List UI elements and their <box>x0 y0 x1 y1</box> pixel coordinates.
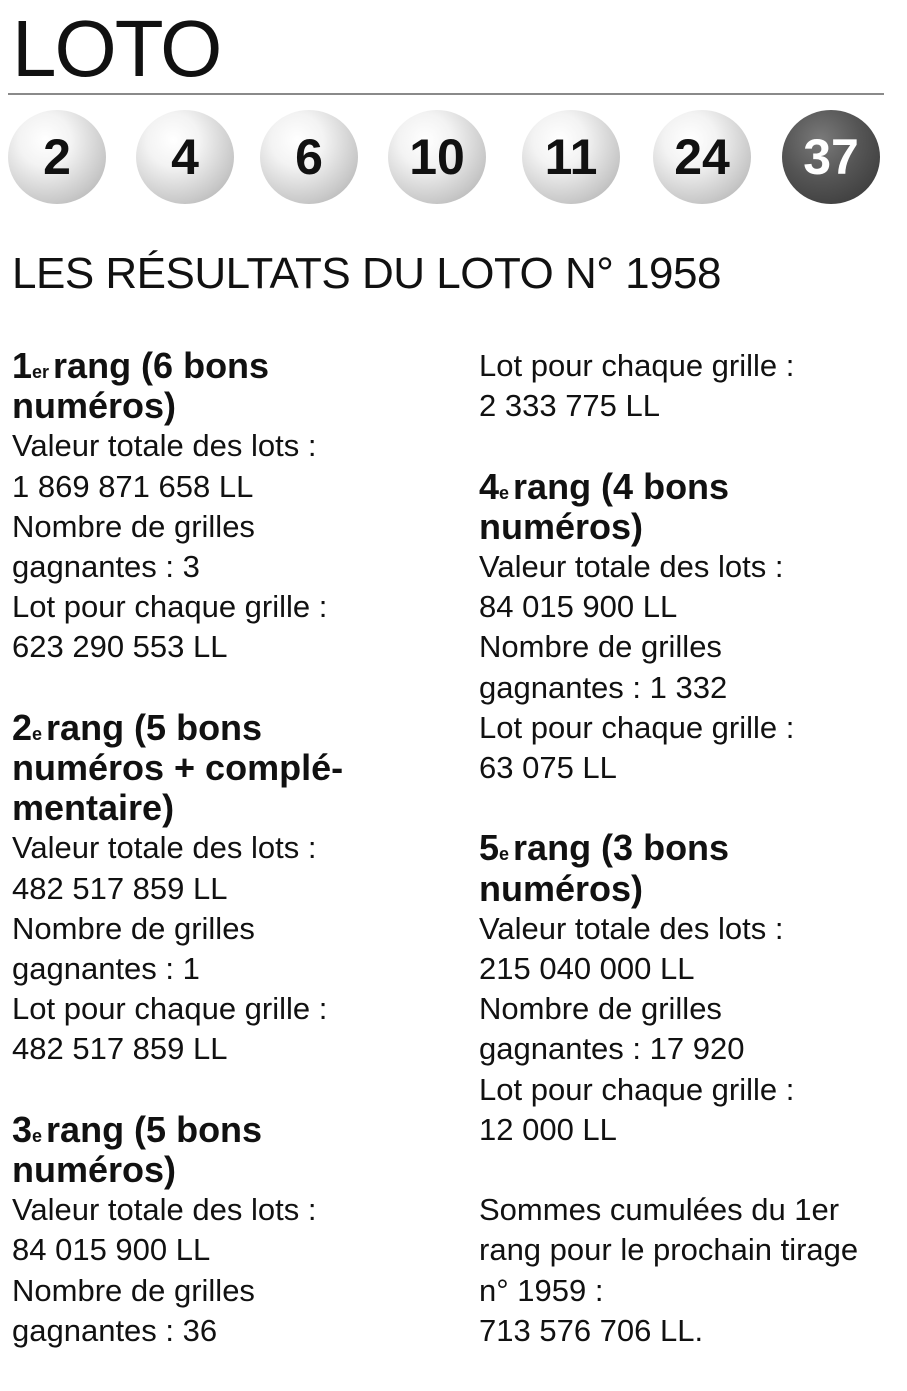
grids-label: Nombre de grilles <box>12 508 255 544</box>
results-heading: LES RÉSULTATS DU LOTO N° 1958 <box>12 249 721 298</box>
per-grid-label: Lot pour chaque grille : <box>12 991 328 1027</box>
rank-block-3 <box>12 1110 452 1351</box>
rank-title-line: numéros) <box>12 1149 177 1191</box>
total-label: Valeur totale des lots : <box>479 910 784 946</box>
cumulative-line: n° 1959 : <box>479 1272 604 1308</box>
rank-title <box>12 708 452 748</box>
grids-value: gagnantes : 1 332 <box>479 669 728 705</box>
per-grid-value: 12 000 LL <box>479 1111 617 1147</box>
complementary-number-ball: 37 <box>782 110 880 204</box>
rank-number: 1 <box>12 345 33 386</box>
rank-block-1 <box>12 346 452 668</box>
cumulative-line: Sommes cumulées du 1er <box>479 1192 840 1228</box>
rank-title <box>12 1110 452 1150</box>
grids-value: gagnantes : 36 <box>12 1312 218 1348</box>
rank-title <box>12 346 452 386</box>
rank-ordinal-suffix: e <box>499 844 510 865</box>
number-ball: 4 <box>136 110 234 204</box>
grids-label: Nombre de grilles <box>479 629 722 665</box>
rank-number: 5 <box>479 827 500 869</box>
total-label: Valeur totale des lots : <box>12 1192 317 1228</box>
per-grid-label: Lot pour chaque grille : <box>479 348 795 383</box>
title-divider <box>8 93 884 95</box>
total-value: 1 869 871 658 LL <box>12 468 254 504</box>
total-value: 482 517 859 LL <box>12 870 228 906</box>
per-grid-label: Lot pour chaque grille : <box>479 709 795 745</box>
rank-title-line: mentaire) <box>12 787 175 829</box>
rank-block-4 <box>479 467 899 789</box>
rank-title-line: rang (6 bons <box>53 345 270 386</box>
grids-value: gagnantes : 3 <box>12 549 200 585</box>
per-grid-label: Lot pour chaque grille : <box>12 589 328 625</box>
rank-title-line: rang (4 bons <box>513 465 730 507</box>
rank-number: 3 <box>12 1108 33 1150</box>
total-value: 215 040 000 LL <box>479 951 695 987</box>
total-value: 84 015 900 LL <box>12 1232 211 1268</box>
rank-ordinal-suffix: e <box>32 723 43 744</box>
page-title: LOTO <box>12 4 221 93</box>
total-value: 84 015 900 LL <box>479 589 678 625</box>
rank-title <box>479 828 899 868</box>
grids-value: gagnantes : 17 920 <box>479 1031 745 1067</box>
rank-number: 4 <box>479 465 500 507</box>
cumulative-line: rang pour le prochain tirage <box>479 1232 859 1268</box>
rank-title-line: rang (5 bons <box>46 706 263 748</box>
rank-number: 2 <box>12 706 33 748</box>
rank-ordinal-suffix: e <box>499 482 510 503</box>
number-ball: 2 <box>8 110 106 204</box>
results-column-left <box>12 346 452 1391</box>
grids-label: Nombre de grilles <box>12 910 255 946</box>
results-column-right <box>479 346 899 1391</box>
grids-value: gagnantes : 1 <box>12 951 200 987</box>
rank-title-line: rang (5 bons <box>46 1108 263 1150</box>
grids-label: Nombre de grilles <box>479 991 722 1027</box>
rank-title-line: numéros) <box>12 385 177 427</box>
rank-block-3-continued <box>479 346 899 426</box>
per-grid-value: 63 075 LL <box>479 750 617 786</box>
total-label: Valeur totale des lots : <box>12 428 317 464</box>
rank-title-line: numéros + complé- <box>12 747 344 789</box>
rank-block-2 <box>12 708 452 1070</box>
per-grid-value: 482 517 859 LL <box>12 1031 228 1067</box>
total-label: Valeur totale des lots : <box>12 830 317 866</box>
cumulative-jackpot-note <box>479 1190 899 1351</box>
number-ball: 24 <box>653 110 751 204</box>
rank-title-line: rang (3 bons <box>513 827 730 869</box>
rank-title-line: numéros) <box>479 867 644 909</box>
rank-ordinal-suffix: er <box>32 362 50 382</box>
rank-block-5 <box>479 828 899 1150</box>
number-ball: 6 <box>260 110 358 204</box>
rank-title <box>479 467 899 507</box>
grids-label: Nombre de grilles <box>12 1272 255 1308</box>
winning-numbers <box>0 110 907 210</box>
number-ball: 11 <box>522 110 620 204</box>
per-grid-value: 623 290 553 LL <box>12 629 228 665</box>
rank-title-line: numéros) <box>479 505 644 547</box>
number-ball: 10 <box>388 110 486 204</box>
rank-ordinal-suffix: e <box>32 1125 43 1146</box>
per-grid-label: Lot pour chaque grille : <box>479 1071 795 1107</box>
total-label: Valeur totale des lots : <box>479 549 784 584</box>
cumulative-amount: 713 576 706 LL. <box>479 1312 704 1348</box>
per-grid-value: 2 333 775 LL <box>479 388 661 424</box>
